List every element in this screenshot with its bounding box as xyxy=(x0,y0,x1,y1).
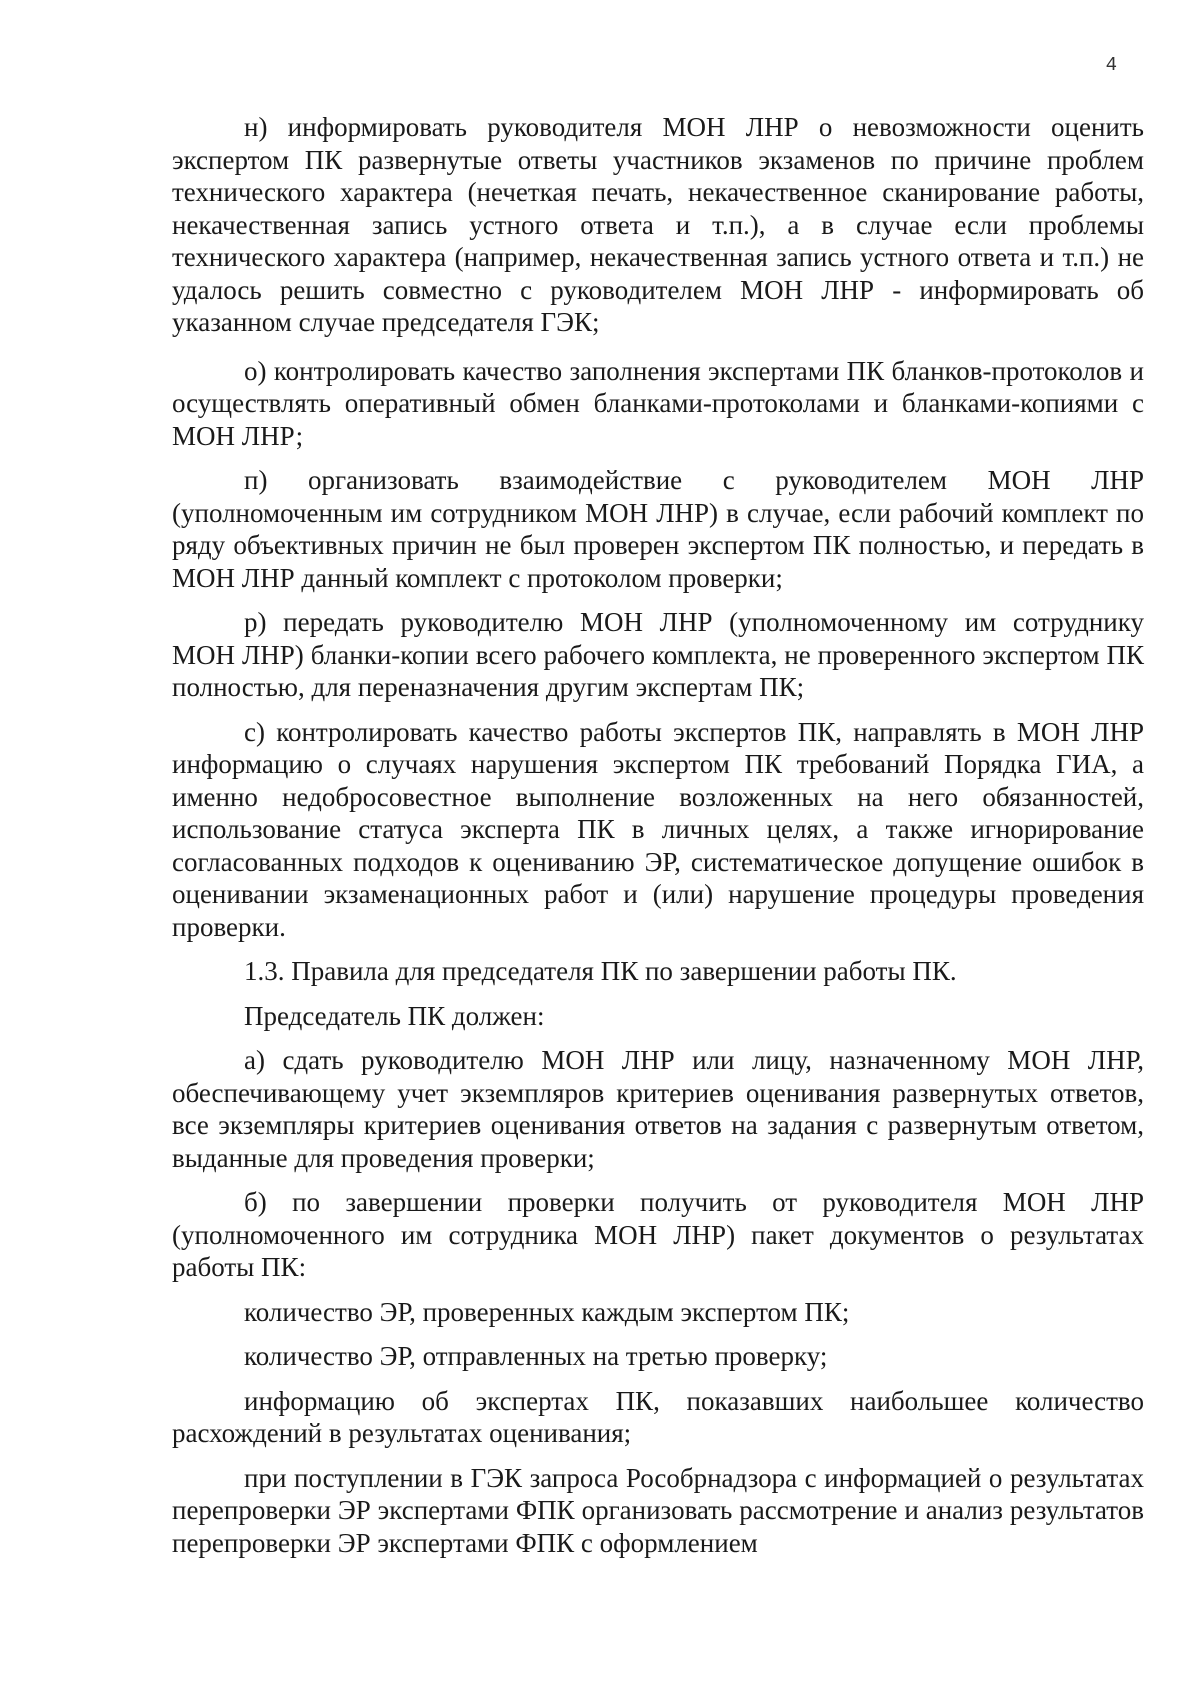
paragraph-o: о) контролировать качество заполнения экспертами ПК бланков-протоколов и осуществлять оперативный обмен бланками-протоколами и бланками-копиями с МОН ЛНР; xyxy=(172,355,1144,451)
paragraph-r: р) передать руководителю МОН ЛНР (уполномоченному им сотруднику МОН ЛНР) бланки-копии всего рабочего комплекта, не проверенного экспертом ПК полностью, для переназначения другим экспертам ПК; xyxy=(172,607,1144,702)
paragraph-b: б) по завершении проверки получить от руководителя МОН ЛНР (уполномоченного им сотрудника МОН ЛНР) пакет документов о результатах работы ПК: xyxy=(172,1187,1144,1282)
paragraph-n: н) информировать руководителя МОН ЛНР о невозможности оценить экспертом ПК развернутые ответы участников экзаменов по причине проблем технического характера (нечеткая печать, некачественное сканирование работы, некачественная запись устного ответа и т.п.), а в случае если проблемы технического характера (например, некачественная запись устного ответа и т.п.) не удалось решить совместно с руководителем МОН ЛНР - информировать об указанном случае председателя ГЭК; xyxy=(172,112,1144,337)
list-item-discrepancies: информацию об экспертах ПК, показавших наибольшее количество расхождений в результатах оценивания; xyxy=(172,1385,1144,1448)
document-body xyxy=(172,111,1144,1571)
paragraph-chairman-must: Председатель ПК должен: xyxy=(244,1000,545,1031)
list-item-third-check: количество ЭР, отправленных на третью проверку; xyxy=(244,1341,828,1371)
list-item-checked-count: количество ЭР, проверенных каждым экспертом ПК; xyxy=(244,1296,850,1327)
paragraph-p: п) организовать взаимодействие с руководителем МОН ЛНР (уполномоченным им сотрудником МОН ЛНР) в случае, если рабочий комплект по ряду объективных причин не был проверен экспертом ПК полностью, и передать в МОН ЛНР данный комплект с протоколом проверки; xyxy=(172,465,1144,593)
paragraph-s: с) контролировать качество работы экспертов ПК, направлять в МОН ЛНР информацию о случаях нарушения экспертом ПК требований Порядка ГИА, а именно недобросовестное выполнение возложенных на него обязанностей, использование статуса эксперта ПК в личных целях, а также игнорирование согласованных подходов к оцениванию ЭР, систематическое допущение ошибок в оценивании экзаменационных работ и (или) нарушение процедуры проведения проверки. xyxy=(172,716,1144,942)
section-heading-1-3: 1.3. Правила для председателя ПК по завершении работы ПК. xyxy=(244,956,957,986)
paragraph-a: а) сдать руководителю МОН ЛНР или лицу, назначенному МОН ЛНР, обеспечивающему учет экземпляров критериев оценивания развернутых ответов, все экземпляры критериев оценивания ответов на задания с развернутым ответом, выданные для проведения проверки; xyxy=(172,1045,1144,1173)
list-item-recheck-request: при поступлении в ГЭК запроса Рособрнадзора с информацией о результатах перепроверки ЭР экспертами ФПК организовать рассмотрение и анализ результатов перепроверки ЭР экспертами ФПК с оформлением xyxy=(172,1462,1144,1558)
page-number: 4 xyxy=(1105,54,1117,76)
